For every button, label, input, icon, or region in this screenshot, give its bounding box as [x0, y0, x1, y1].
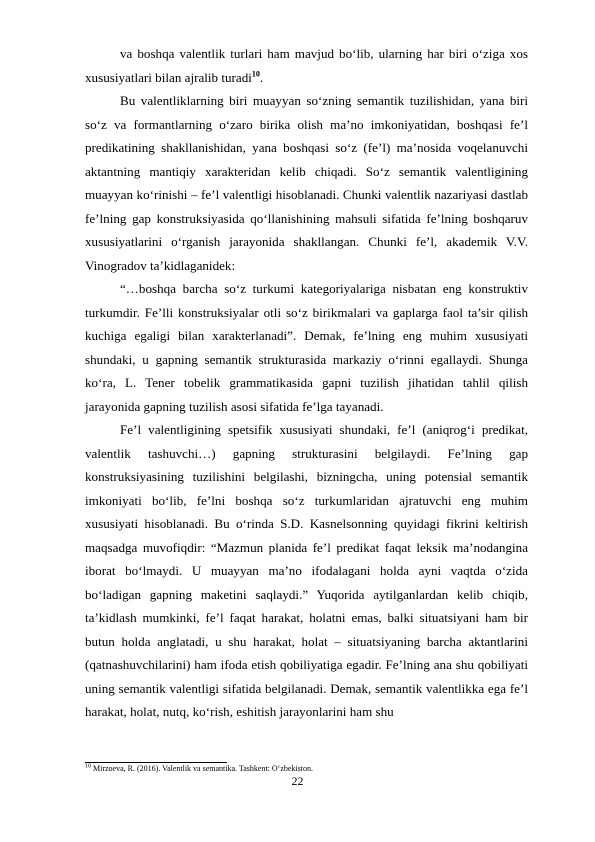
body-text: [85, 42, 528, 724]
paragraph-4: Fe’l valentligining spetsifik xususiyati shundaki, fe’l (aniqrog‘i predikat, valentlik tashuvchi…) gapning strukturasini belgilaydi. Fe’lning gap konstruksiyasining tuzilishini belgilashi, bizningcha, uning potensial semantik imkoniyati bo‘lib, fe’lni boshqa so‘z turkumlaridan ajratuvchi eng muhim xususiyati hisoblanadi. Bu o‘rinda S.D. Kasnelsonning quyidagi fikrini keltirish maqsadga muvofiqdir: “Mazmun planida fe’l predikat faqat leksik ma’nodangina iborat bo‘lmaydi. U muayyan ma’no ifodalagani holda ayni vaqtda o‘zida bo‘ladigan gapning maketini saqlaydi.” Yuqorida aytilganlardan kelib chiqib, ta’kidlash mumkinki, fe’l faqat harakat, holatni emas, balki situatsiyani ham bir butun holda anglatadi, u shu harakat, holat – situatsiyaning barcha aktantlarini (qatnashuvchilarini) ham ifoda etish qobiliyatiga egadir. Fe’lning ana shu qobiliyati uning semantik valentligi sifatida belgilanadi. Demak, semantik valentlikka ega fe’l harakat, holat, nutq, ko‘rish, eshitish jarayonlarini ham shu: [85, 422, 528, 719]
paragraph-1-text: va boshqa valentlik turlari ham mavjud bo‘lib, ularning har biri o‘ziga xos xususiyatlari bilan ajralib turadi: [85, 46, 528, 85]
footnote-text: Mirzoeva, R. (2016). Valentlik va semantika. Tashkent: O‘zbekiston.: [93, 764, 313, 773]
footnote-number: 10: [85, 763, 91, 770]
paragraph-1: [85, 42, 528, 89]
footnote-separator: [85, 762, 227, 763]
footnote-reference[interactable]: 10: [251, 69, 260, 79]
paragraph-3: “…boshqa barcha so‘z turkumi kategoriyalariga nisbatan eng konstruktiv turkumdir. Fe’lli konstruksiyalar otli so‘z birikmalari va gaplarga faol ta’sir qilish kuchiga egaligi bilan xarakterlanadi”. Demak, fe’lning eng muhim xususiyati shundaki, u gapning semantik strukturasida markaziy o‘rinni egallaydi. Shunga ko‘ra, L. Tener tobelik grammatikasida gapni tuzilish jihatidan tahlil qilish jarayonida gapning tuzilish asosi sifatida fe’lga tayanadi.: [85, 281, 528, 414]
paragraph-2: Bu valentliklarning biri muayyan so‘zning semantik tuzilishidan, yana biri so‘z va formantlarning o‘zaro birika olish ma’no imkoniyatidan, boshqasi fe’l predikatining shakllanishidan, yana boshqasi so‘z (fe’l) ma’nosida voqelanuvchi aktantning mantiqiy xarakteridan kelib chiqadi. So‘z semantik valentligining muayyan ko‘rinishi – fe’l valentligi hisoblanadi. Chunki valentlik nazariyasi dastlab fe’lning gap konstruksiyasida qo‘llanishining mahsuli sifatida fe’lning boshqaruv xususiyatlarini o‘rganish jarayonida shakllangan. Chunki fe’l, akademik V.V. Vinogradov ta’kidlaganidek:: [85, 93, 528, 273]
page-number: 22: [291, 774, 304, 788]
paragraph-1-tail: .: [259, 69, 264, 85]
footnote: [85, 764, 528, 774]
